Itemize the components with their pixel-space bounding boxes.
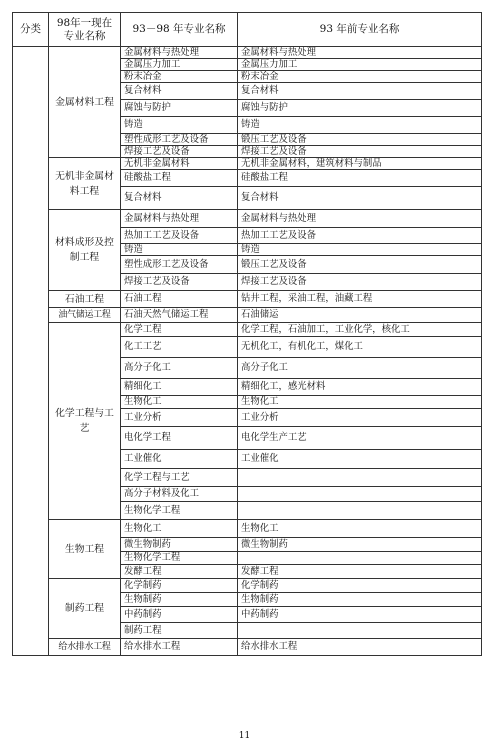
current-major-cell: 生物工程 <box>49 520 121 579</box>
major-1993-1998-cell: 石油工程 <box>121 291 238 308</box>
major-pre-1993-cell: 精细化工，感光材料 <box>238 379 482 396</box>
major-1993-1998-cell: 金属压力加工 <box>121 59 238 71</box>
major-1993-1998-cell: 化工工艺 <box>121 337 238 358</box>
major-pre-1993-cell: 铸造 <box>238 244 482 256</box>
major-pre-1993-cell: 焊接工艺及设备 <box>238 146 482 158</box>
major-1993-1998-cell: 精细化工 <box>121 379 238 396</box>
major-1993-1998-cell: 无机非金属材料 <box>121 158 238 170</box>
current-major-cell: 制药工程 <box>49 579 121 639</box>
header-pre-1993-major: 93 年前专业名称 <box>238 13 482 47</box>
major-1993-1998-cell: 焊接工艺及设备 <box>121 146 238 158</box>
major-1993-1998-cell: 腐蚀与防护 <box>121 100 238 117</box>
major-1993-1998-cell: 铸造 <box>121 244 238 256</box>
major-1993-1998-cell: 化学工程 <box>121 323 238 337</box>
table-row <box>13 579 482 593</box>
major-pre-1993-cell: 金属材料与热处理 <box>238 210 482 228</box>
major-pre-1993-cell: 生物制药 <box>238 593 482 607</box>
major-1993-1998-cell: 制药工程 <box>121 623 238 639</box>
major-pre-1993-cell: 复合材料 <box>238 187 482 210</box>
major-pre-1993-cell: 热加工工艺及设备 <box>238 228 482 244</box>
table-row <box>13 323 482 337</box>
major-pre-1993-cell: 腐蚀与防护 <box>238 100 482 117</box>
major-1993-1998-cell: 高分子化工 <box>121 358 238 379</box>
major-pre-1993-cell: 硅酸盐工程 <box>238 170 482 187</box>
major-pre-1993-cell: 给水排水工程 <box>238 639 482 656</box>
major-1993-1998-cell: 给水排水工程 <box>121 639 238 656</box>
table-row <box>13 639 482 656</box>
major-1993-1998-cell: 金属材料与热处理 <box>121 210 238 228</box>
major-pre-1993-cell: 生物化工 <box>238 520 482 538</box>
major-pre-1993-cell: 无机化工，有机化工，煤化工 <box>238 337 482 358</box>
header-row <box>13 13 482 47</box>
major-pre-1993-cell: 中药制药 <box>238 607 482 623</box>
current-major-cell: 油气储运工程 <box>49 308 121 323</box>
major-1993-1998-cell: 铸造 <box>121 117 238 134</box>
major-pre-1993-cell: 铸造 <box>238 117 482 134</box>
table-row <box>13 308 482 323</box>
major-1993-1998-cell: 微生物制药 <box>121 538 238 552</box>
table-row <box>13 47 482 59</box>
major-1993-1998-cell: 化学工程与工艺 <box>121 469 238 487</box>
current-major-cell: 金属材料工程 <box>49 47 121 158</box>
major-pre-1993-cell: 金属压力加工 <box>238 59 482 71</box>
major-pre-1993-cell: 石油储运 <box>238 308 482 323</box>
major-pre-1993-cell <box>238 552 482 565</box>
major-pre-1993-cell: 锻压工艺及设备 <box>238 256 482 274</box>
major-1993-1998-cell: 复合材料 <box>121 187 238 210</box>
major-pre-1993-cell: 无机非金属材料，建筑材料与制品 <box>238 158 482 170</box>
major-1993-1998-cell: 生物化工 <box>121 396 238 409</box>
current-major-cell: 化学工程与工艺 <box>49 323 121 520</box>
major-pre-1993-cell: 化学制药 <box>238 579 482 593</box>
major-pre-1993-cell: 高分子化工 <box>238 358 482 379</box>
major-1993-1998-cell: 金属材料与热处理 <box>121 47 238 59</box>
major-1993-1998-cell: 复合材料 <box>121 83 238 100</box>
major-1993-1998-cell: 热加工工艺及设备 <box>121 228 238 244</box>
current-major-cell: 材料成形及控制工程 <box>49 210 121 291</box>
table-row <box>13 520 482 538</box>
header-1993-1998-major: 93－98 年专业名称 <box>121 13 238 47</box>
major-mapping-table <box>12 12 482 656</box>
table-row <box>13 158 482 170</box>
major-pre-1993-cell: 锻压工艺及设备 <box>238 134 482 146</box>
major-1993-1998-cell: 电化学工程 <box>121 427 238 450</box>
major-1993-1998-cell: 焊接工艺及设备 <box>121 274 238 291</box>
major-1993-1998-cell: 石油天然气储运工程 <box>121 308 238 323</box>
category-cell <box>13 47 49 656</box>
major-pre-1993-cell <box>238 502 482 520</box>
major-1993-1998-cell: 发酵工程 <box>121 565 238 579</box>
major-pre-1993-cell: 生物化工 <box>238 396 482 409</box>
major-pre-1993-cell: 发酵工程 <box>238 565 482 579</box>
current-major-cell: 给水排水工程 <box>49 639 121 656</box>
major-1993-1998-cell: 粉末冶金 <box>121 71 238 83</box>
major-pre-1993-cell <box>238 487 482 502</box>
major-pre-1993-cell: 电化学生产工艺 <box>238 427 482 450</box>
major-1993-1998-cell: 硅酸盐工程 <box>121 170 238 187</box>
current-major-cell: 无机非金属材料工程 <box>49 158 121 210</box>
major-1993-1998-cell: 塑性成形工艺及设备 <box>121 134 238 146</box>
major-1993-1998-cell: 高分子材料及化工 <box>121 487 238 502</box>
major-pre-1993-cell: 金属材料与热处理 <box>238 47 482 59</box>
major-1993-1998-cell: 工业催化 <box>121 450 238 469</box>
major-pre-1993-cell: 工业分析 <box>238 409 482 427</box>
table-body <box>13 47 482 656</box>
major-pre-1993-cell: 复合材料 <box>238 83 482 100</box>
major-1993-1998-cell: 塑性成形工艺及设备 <box>121 256 238 274</box>
table-row <box>13 210 482 228</box>
major-1993-1998-cell: 化学制药 <box>121 579 238 593</box>
major-1993-1998-cell: 中药制药 <box>121 607 238 623</box>
major-pre-1993-cell: 化学工程，石油加工，工业化学，核化工 <box>238 323 482 337</box>
header-current-major: 98年一现在专业名称 <box>49 13 121 47</box>
page-number: 11 <box>238 731 251 741</box>
major-pre-1993-cell: 钻井工程，采油工程，油藏工程 <box>238 291 482 308</box>
major-1993-1998-cell: 生物化学工程 <box>121 552 238 565</box>
major-pre-1993-cell: 焊接工艺及设备 <box>238 274 482 291</box>
header-category: 分类 <box>13 13 49 47</box>
table-row <box>13 291 482 308</box>
major-pre-1993-cell <box>238 469 482 487</box>
major-pre-1993-cell: 工业催化 <box>238 450 482 469</box>
major-1993-1998-cell: 生物化工 <box>121 520 238 538</box>
major-1993-1998-cell: 工业分析 <box>121 409 238 427</box>
current-major-cell: 石油工程 <box>49 291 121 308</box>
major-pre-1993-cell: 微生物制药 <box>238 538 482 552</box>
major-1993-1998-cell: 生物化学工程 <box>121 502 238 520</box>
major-pre-1993-cell <box>238 623 482 639</box>
major-pre-1993-cell: 粉末冶金 <box>238 71 482 83</box>
major-1993-1998-cell: 生物制药 <box>121 593 238 607</box>
